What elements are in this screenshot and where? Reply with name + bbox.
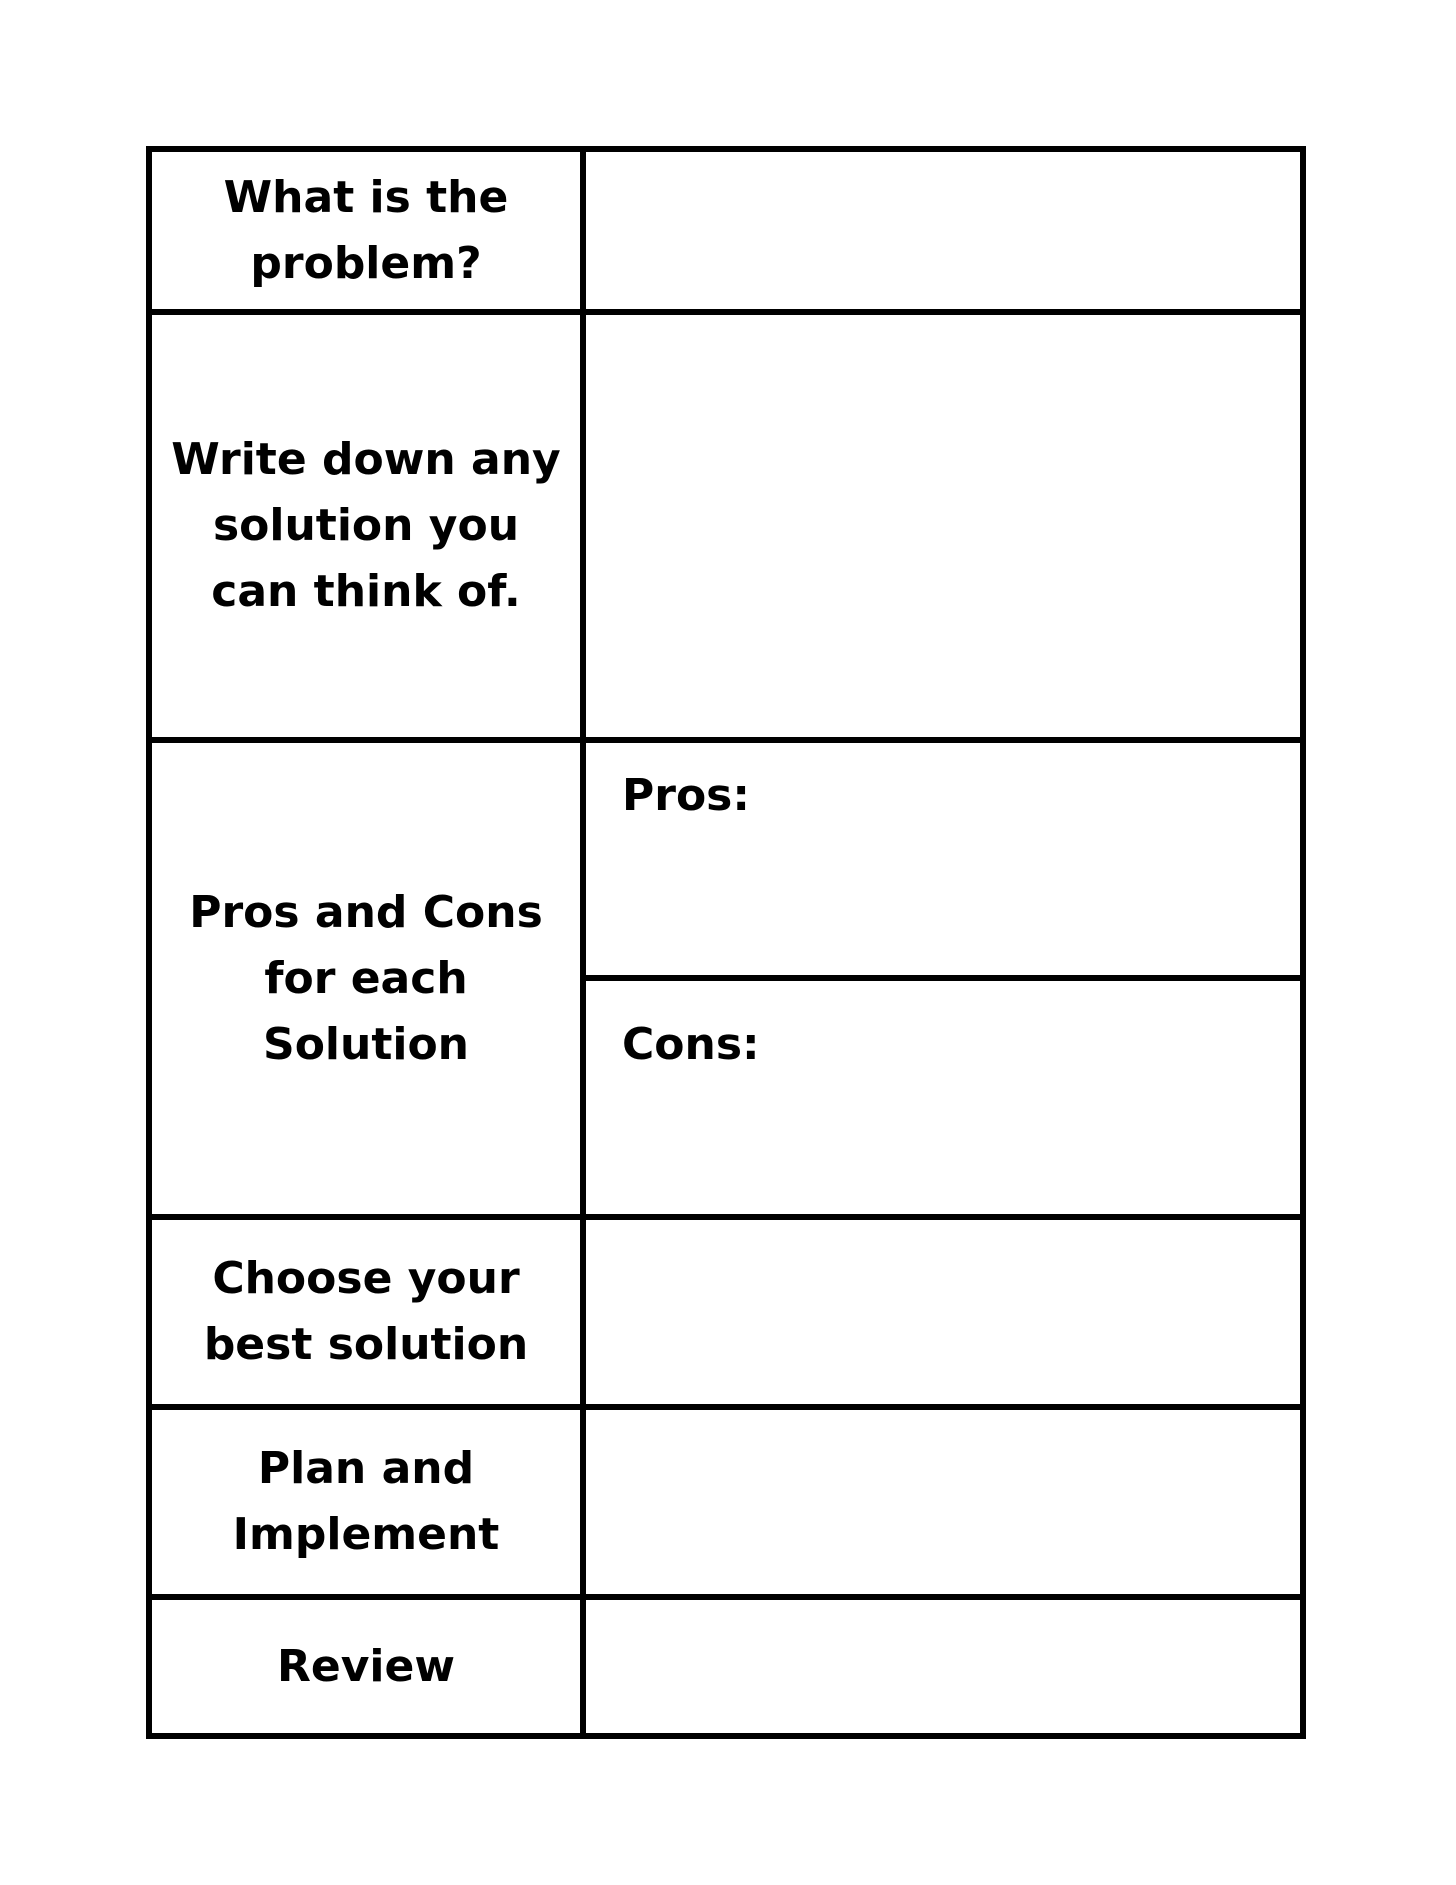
- table-border-bottom: [146, 1733, 1306, 1739]
- problem-solving-worksheet: [146, 146, 1306, 1739]
- cons-answer-area[interactable]: [586, 981, 1300, 1214]
- review-label: Review: [277, 1640, 455, 1692]
- review-answer-area[interactable]: [586, 1600, 1300, 1733]
- solutions-label: Write down any solution you can think of.: [171, 434, 561, 617]
- table-border-right: [1300, 146, 1306, 1739]
- pros-label: Pros:: [622, 770, 750, 821]
- best-solution-label: Choose your best solution: [203, 1253, 529, 1370]
- pros-answer-area[interactable]: [586, 743, 1300, 975]
- problem-answer-area[interactable]: [586, 152, 1300, 309]
- cons-label: Cons:: [622, 1019, 760, 1070]
- problem-label: What is the problem?: [223, 171, 509, 289]
- solutions-answer-area[interactable]: [586, 315, 1300, 737]
- pros-cons-label: Pros and Cons for each Solution: [189, 886, 543, 1070]
- plan-implement-label: Plan and Implement: [232, 1443, 500, 1560]
- best-solution-answer-area[interactable]: [586, 1220, 1300, 1404]
- plan-implement-answer-area[interactable]: [586, 1410, 1300, 1594]
